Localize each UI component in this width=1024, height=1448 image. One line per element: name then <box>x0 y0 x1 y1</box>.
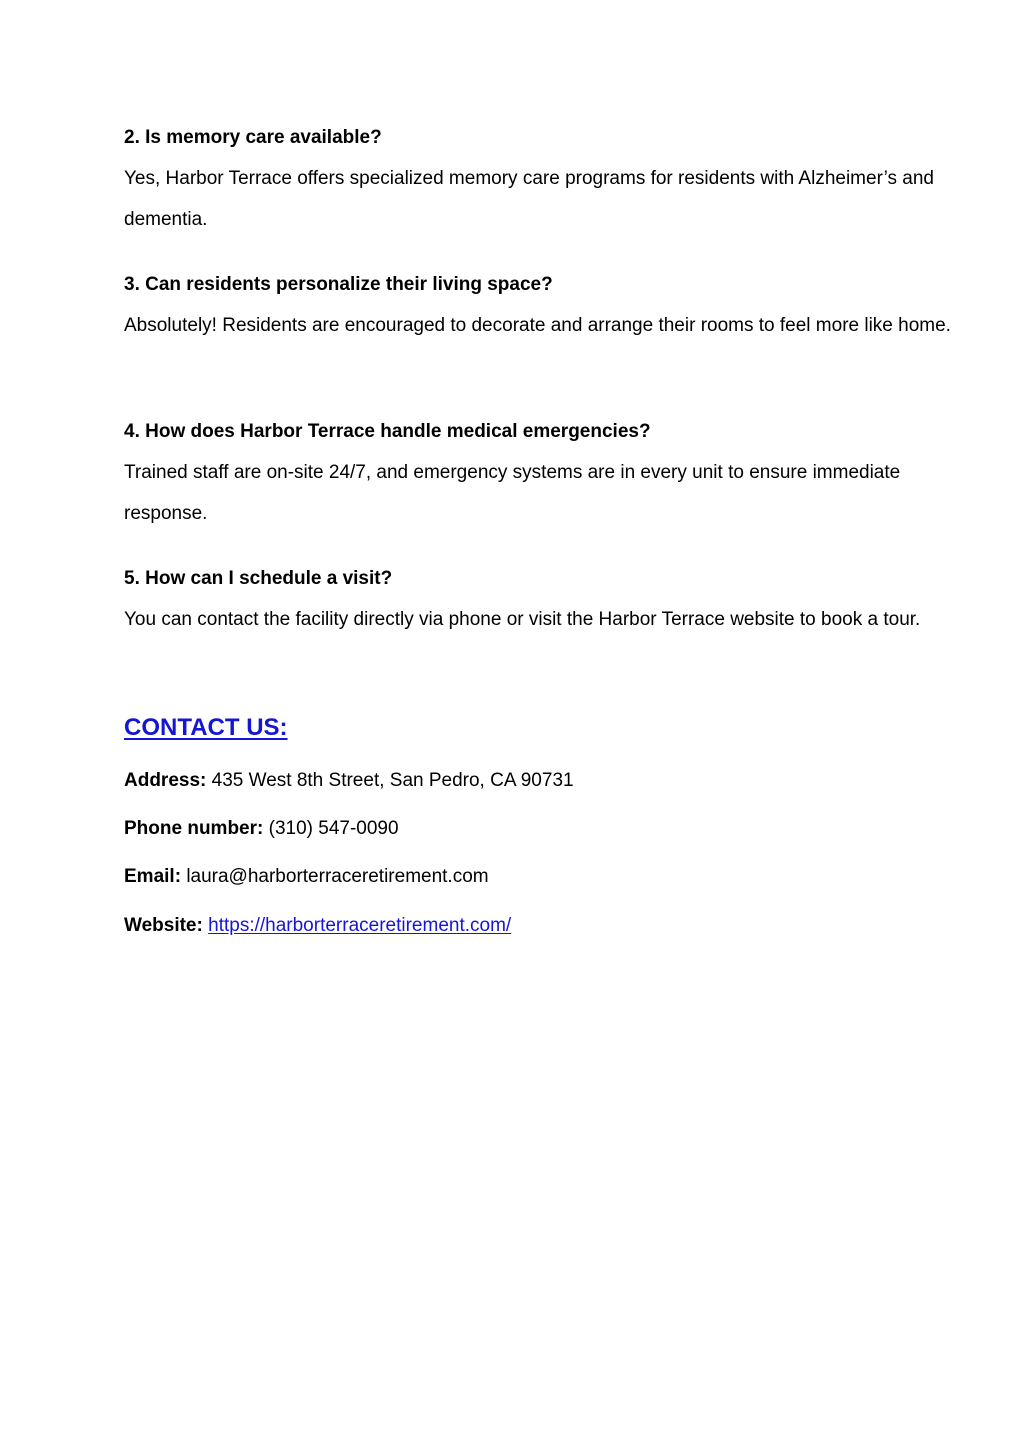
faq-answer: You can contact the facility directly via phone or visit the Harbor Terrace website to book a tour. <box>124 609 921 630</box>
faq-answer: Trained staff are on-site 24/7, and emergency systems are in every unit to ensure immediate response. <box>124 462 901 524</box>
faq-item-medical-emergencies <box>124 411 964 534</box>
contact-address <box>124 761 574 801</box>
website-label: Website: <box>124 915 203 936</box>
contact-email <box>124 857 489 897</box>
faq-answer: Absolutely! Residents are encouraged to decorate and arrange their rooms to feel more like home. <box>124 315 951 336</box>
email-label: Email: <box>124 866 182 887</box>
address-value: 435 West 8th Street, San Pedro, CA 90731 <box>211 770 574 791</box>
phone-label: Phone number: <box>124 818 264 839</box>
faq-question: 2. Is memory care available? <box>124 127 382 148</box>
website-link[interactable]: https://harborterraceretirement.com/ <box>208 915 512 936</box>
faq-item-personalize-space <box>124 264 964 346</box>
contact-phone <box>124 809 399 849</box>
faq-answer: Yes, Harbor Terrace offers specialized memory care programs for residents with Alzheimer’s and dementia. <box>124 168 934 230</box>
faq-item-memory-care <box>124 117 964 240</box>
faq-question: 4. How does Harbor Terrace handle medical emergencies? <box>124 421 651 442</box>
contact-heading: CONTACT US: <box>124 714 288 741</box>
faq-question: 3. Can residents personalize their living space? <box>124 274 553 295</box>
contact-website <box>124 906 511 946</box>
faq-question: 5. How can I schedule a visit? <box>124 568 393 589</box>
email-value: laura@harborterraceretirement.com <box>186 866 489 887</box>
faq-item-schedule-visit <box>124 558 964 640</box>
phone-value: (310) 547-0090 <box>268 818 399 839</box>
address-label: Address: <box>124 770 207 791</box>
